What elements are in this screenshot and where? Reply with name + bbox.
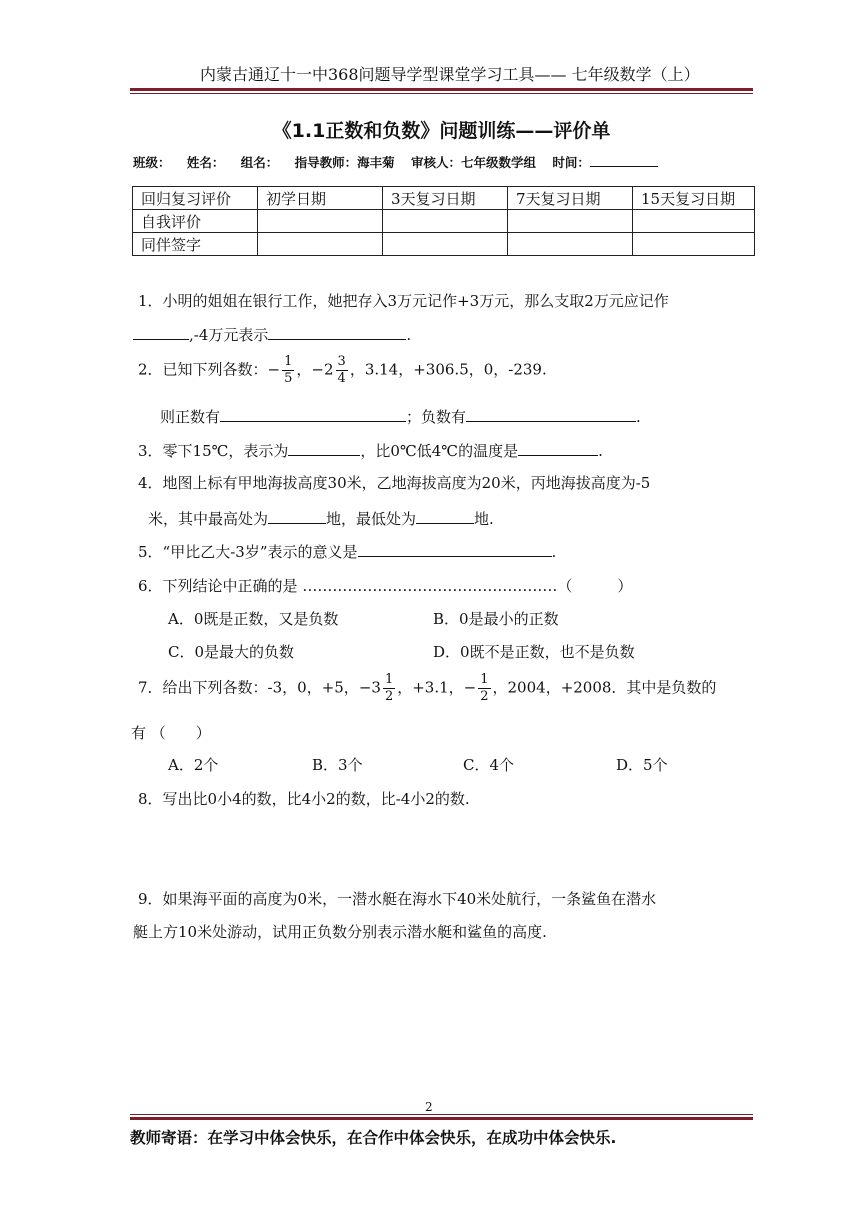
page-number: 2 [425,1100,433,1114]
q4-text-b: 地，最低处为 [326,510,417,528]
fraction [336,354,348,387]
q3-end: . [598,442,603,460]
q2-sep: ， [296,360,312,379]
q7-option-b: B．3个 [312,756,363,774]
table-cell [633,210,755,233]
table-cell [633,233,755,256]
fraction-numerator: 1 [384,672,394,687]
q2-end: . [636,408,641,426]
question-7-line-2: 有 （ ） [131,724,211,742]
q2-frac2-whole: −2 [311,360,334,379]
fraction-denominator: 4 [337,371,346,386]
reviewer-label: 审核人：七年级数学组 [411,155,537,170]
answer-blank [220,419,406,422]
q1-text: ,-4万元表示 [189,326,269,344]
question-8: 8．写出比0小4的数，比4小2的数，比-4小2的数. [138,790,470,808]
q7-frac2-sign: − [463,678,477,697]
q7-mid: ，+3.1， [397,678,464,697]
fraction-numerator: 1 [480,672,489,687]
table-cell [258,210,383,233]
table-cell: 7天复习日期 [508,187,633,210]
answer-blank [416,521,474,524]
q7-rest: ，2004，+2008．其中是负数的 [492,678,717,697]
footer-rule-thick [130,1117,753,1120]
question-6: 6．下列结论中正确的是 ……………………………………………（ ） [138,577,633,595]
q6-option-d: D．0既不是正数，也不是负数 [433,643,635,661]
footer-rule-thin [130,1114,753,1115]
fraction-denominator: 5 [284,371,293,386]
table-cell: 回归复习评价 [133,187,258,210]
table-row [133,187,755,210]
answer-blank [268,521,326,524]
answer-blank [288,453,360,456]
answer-blank [518,453,598,456]
question-5 [138,541,556,562]
fraction-numerator: 1 [284,354,293,369]
time-blank [590,166,658,167]
answer-blank [268,337,406,340]
table-row [133,210,755,233]
answer-blank [133,337,189,340]
q5-end: . [551,543,557,561]
fraction [383,672,395,705]
table-cell [508,210,633,233]
table-cell: 自我评价 [133,210,258,233]
q6-option-b: B．0是最小的正数 [433,610,559,628]
q3-text-b: ，比0℃低4℃的温度是 [360,442,519,460]
question-7-line-1 [138,672,716,705]
table-row [133,233,755,256]
header-rule-thick [130,88,753,91]
q3-text-a: 3．零下15℃，表示为 [138,442,289,460]
answer-blank [358,554,552,557]
review-table [132,186,755,256]
teacher-label: 指导教师：海丰菊 [294,155,395,170]
header-rule-thin [130,93,753,94]
table-cell [258,233,383,256]
q6-option-c: C．0是最大的负数 [168,643,295,661]
time-label: 时间： [552,155,590,170]
info-line [133,153,658,171]
question-4-line-1: 4．地图上标有甲地海拔高度30米，乙地海拔高度为20米，丙地海拔高度为-5 [138,474,651,492]
q7-option-d: D．5个 [616,756,668,774]
table-cell: 同伴签字 [133,233,258,256]
q2-rest: ，3.14，+306.5，0，-239. [349,360,547,379]
answer-blank [466,419,636,422]
q6-option-a: A．0既是正数，又是负数 [168,610,339,628]
table-cell [508,233,633,256]
question-3 [138,440,603,461]
table-cell: 15天复习日期 [633,187,755,210]
q1-end: . [406,326,412,344]
page-title: 《1.1正数和负数》问题训练——评价单 [272,120,611,142]
q7-option-a: A．2个 [168,756,219,774]
header-text: 内蒙古通辽十一中368问题导学型课堂学习工具—— 七年级数学（上） [200,65,700,84]
fraction-denominator: 2 [480,689,489,704]
q7-prefix: 7．给出下列各数：-3，0，+5， [138,678,359,697]
q7-option-c: C．4个 [463,756,515,774]
footer-text: 教师寄语：在学习中体会快乐，在合作中体会快乐，在成功中体会快乐. [130,1129,617,1147]
table-cell [383,210,508,233]
group-label: 组名： [240,155,279,170]
q2-negative-label: ；负数有 [406,408,467,426]
q2-frac1-sign: − [267,360,281,379]
question-9-line-2: 艇上方10米处游动，试用正负数分别表示潜水艇和鲨鱼的高度. [133,923,547,941]
fraction-denominator: 2 [384,689,394,704]
fraction [478,672,490,705]
fraction-numerator: 3 [337,354,346,369]
table-cell: 3天复习日期 [383,187,508,210]
question-1-line-1: 1．小明的姐姐在银行工作，她把存入3万元记作+3万元，那么支取2万元应记作 [138,292,669,310]
table-cell: 初学日期 [258,187,383,210]
q2-positive-label: 则正数有 [160,408,221,426]
table-cell [383,233,508,256]
name-label: 姓名： [186,155,225,170]
q7-frac1-whole: −3 [358,678,381,697]
fraction [282,354,294,387]
q2-prefix: 2．已知下列各数： [138,360,268,379]
question-9-line-1: 9．如果海平面的高度为0米，一潜水艇在海水下40米处航行，一条鲨鱼在潜水 [138,890,657,908]
class-label: 班级： [133,155,171,170]
question-2-line-1 [138,354,547,387]
q5-text: 5．“甲比乙大-3岁”表示的意义是 [138,543,358,561]
question-4-line-2 [148,508,494,529]
question-1-line-2 [133,324,411,345]
q4-text-a: 米，其中最高处为 [148,510,269,528]
question-2-line-2 [160,406,641,427]
q4-end: 地. [474,510,494,528]
